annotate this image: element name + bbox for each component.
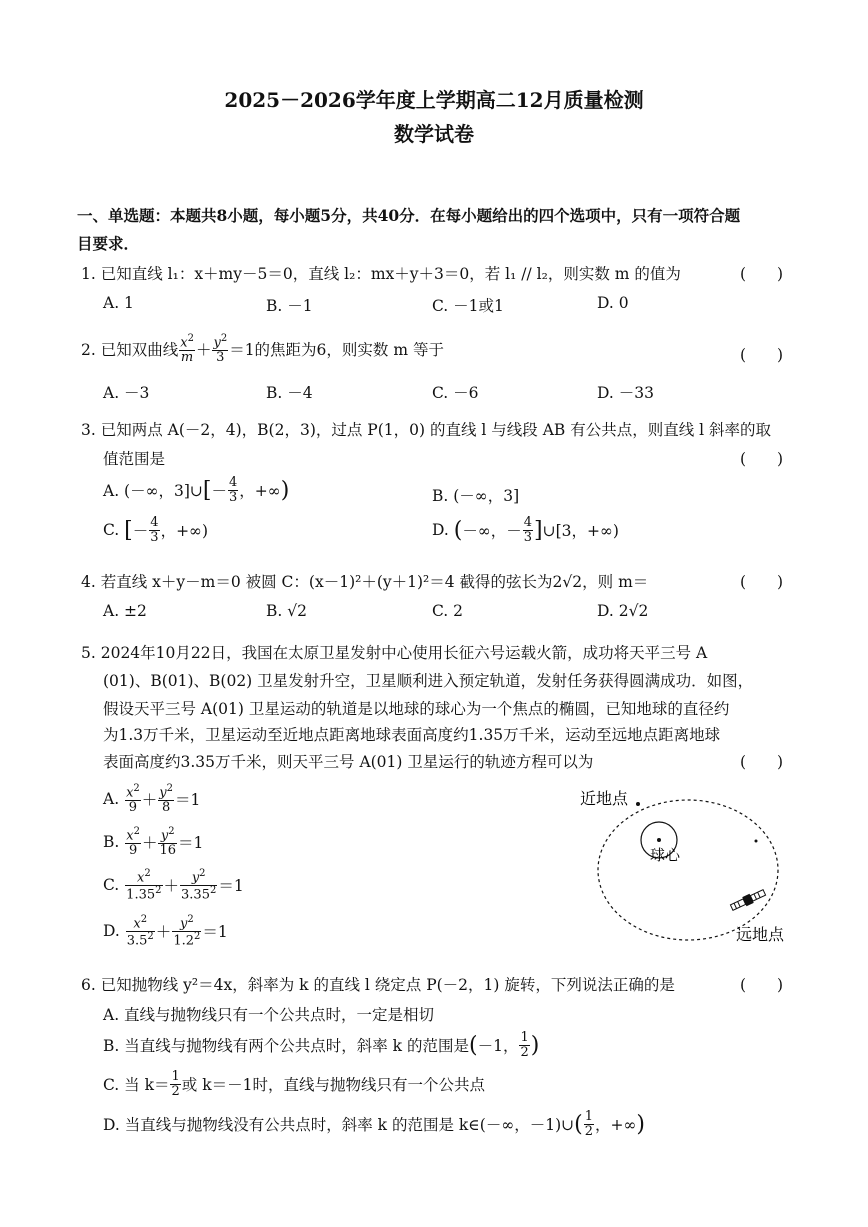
apogee-label: 远地点 (736, 925, 785, 944)
q6-option-b-text: B. 当直线与抛物线有两个公共点时，斜率 k 的范围是 (103, 1037, 469, 1056)
q1-option-c: C. －1或1 (432, 297, 504, 315)
q5-stem-5: 表面高度约3.35万千米，则天平三号 A(01) 卫星运行的轨迹方程可以为 (103, 753, 594, 771)
q2-frac-x: $\frac{x^2}{m}$ (180, 333, 194, 365)
q5-option-d: D. $\frac{x^2}{3.5^2}$ ＋ $\frac{y^2}{1.2^2}$ ＝1 (103, 914, 228, 949)
q4-answer-paren: ( ) (740, 573, 784, 591)
q2-option-c: C. －6 (432, 384, 479, 402)
q5-stem-4: 为1.3万千米，卫星运动至近地点距离地球表面高度约1.35万千米，运动至远地点距离地球 (103, 726, 721, 744)
q3-option-a: A. (－∞，3]∪ [ － $\frac{4}{3}$ ，+∞ ) (103, 475, 290, 505)
orbit-ellipse (598, 800, 778, 940)
q1-option-b: B. －1 (266, 297, 313, 315)
satellite-icon (730, 888, 767, 912)
section-heading: 一、单选题：本题共8小题，每小题5分，共40分．在每小题给出的四个选项中，只有一项符合题 (77, 206, 741, 225)
q6-answer-paren: ( ) (740, 976, 784, 994)
perigee-label: 近地点 (580, 789, 629, 808)
q6-option-c-post: 或 k＝－1时，直线与抛物线只有一个公共点 (181, 1076, 485, 1095)
q2-stem-pre: 2. 已知双曲线 (81, 341, 179, 360)
q2-option-a: A. －3 (103, 384, 150, 402)
apogee-dot (755, 840, 758, 843)
q6-option-b: B. 当直线与抛物线有两个公共点时，斜率 k 的范围是 ( －1， $\frac{1}{2}$ ) (103, 1030, 540, 1060)
q4-stem: 4. 若直线 x＋y－m＝0 被圆 C：(x－1)²＋(y＋1)²＝4 截得的弦长为2√2，则 m＝ (81, 573, 649, 591)
exam-title: 2025－2026学年度上学期高二12月质量检测 (224, 88, 644, 112)
q2-stem-post: ＝1的焦距为6，则实数 m 等于 (229, 341, 444, 360)
q4-option-c: C. 2 (432, 602, 464, 620)
q6-option-d: D. 当直线与抛物线没有公共点时，斜率 k 的范围是 k∈(－∞，－1)∪ ( $\frac{1}{2}$ ，+∞ ) (103, 1109, 645, 1139)
q3-option-d: D. ( －∞，－ $\frac{4}{3}$ ] ∪[3，+∞) (432, 515, 619, 545)
q5-option-c: C. $\frac{x^2}{1.35^2}$ ＋ $\frac{y^2}{3.35^2}$ ＝1 (103, 868, 244, 903)
q6-stem: 6. 已知抛物线 y²＝4x，斜率为 k 的直线 l 绕定点 P(－2，1) 旋转，下列说法正确的是 (81, 976, 675, 994)
perigee-dot (636, 802, 640, 806)
q6-option-d-text: D. 当直线与抛物线没有公共点时，斜率 k 的范围是 k∈(－∞，－1)∪ (103, 1116, 575, 1135)
q6-option-c: C. 当 k＝ $\frac{1}{2}$ 或 k＝－1时，直线与抛物线只有一个公共点 (103, 1069, 485, 1099)
q5-stem-2: (01)、B(01)、B(02) 卫星发射升空，卫星顺利进入预定轨道，发射任务获得圆满成功．如图， (103, 672, 754, 690)
q4-option-d: D. 2√2 (597, 602, 649, 620)
q5-option-b: B. $\frac{x^2}{9}$ ＋ $\frac{y^2}{16}$ ＝1 (103, 826, 204, 858)
q5-stem-3: 假设天平三号 A(01) 卫星运动的轨道是以地球的球心为一个焦点的椭圆，已知地球的直径约 (103, 700, 730, 718)
q6-option-c-pre: C. 当 k＝ (103, 1076, 170, 1095)
q2-frac-y: $\frac{y^2}{3}$ (213, 333, 228, 365)
q4-option-b: B. √2 (266, 602, 307, 620)
q3-option-b: B. (－∞，3] (432, 487, 520, 505)
q3-option-c: C. [ － $\frac{4}{3}$ ，+∞) (103, 515, 209, 545)
section-heading-cont: 目要求． (77, 234, 140, 253)
q1-option-a: A. 1 (103, 294, 134, 312)
q5-answer-paren: ( ) (740, 753, 784, 771)
q1-option-d: D. 0 (597, 294, 629, 312)
q4-option-a: A. ±2 (103, 602, 147, 620)
q3-stem-cont: 值范围是 (103, 450, 166, 468)
q5-stem-1: 5. 2024年10月22日，我国在太原卫星发射中心使用长征六号运载火箭，成功将天平三号 A (81, 644, 708, 662)
q3-answer-paren: ( ) (740, 450, 784, 468)
earth-center-dot (657, 838, 661, 842)
q2-option-b: B. －4 (266, 384, 313, 402)
q2-stem: 2. 已知双曲线 $\frac{x^2}{m}$ ＋ $\frac{y^2}{3}$ ＝1的焦距为6，则实数 m 等于 (81, 333, 444, 365)
q2-answer-paren: ( ) (740, 346, 784, 364)
q1-stem: 1. 已知直线 l₁：x＋my－5＝0，直线 l₂：mx＋y＋3＝0，若 l₁ // l₂，则实数 m 的值为 (81, 265, 681, 283)
earth-center-label: 球心 (650, 846, 681, 864)
exam-subtitle: 数学试卷 (394, 122, 474, 146)
q1-answer-paren: ( ) (740, 265, 784, 283)
q2-option-d: D. －33 (597, 384, 654, 402)
q3-stem: 3. 已知两点 A(－2，4)，B(2，3)，过点 P(1，0) 的直线 l 与线段 AB 有公共点，则直线 l 斜率的取 (81, 421, 772, 439)
orbit-figure (570, 780, 800, 950)
q6-option-a: A. 直线与抛物线只有一个公共点时，一定是相切 (103, 1006, 435, 1024)
q5-option-a: A. $\frac{x^2}{9}$ ＋ $\frac{y^2}{8}$ ＝1 (103, 783, 201, 815)
